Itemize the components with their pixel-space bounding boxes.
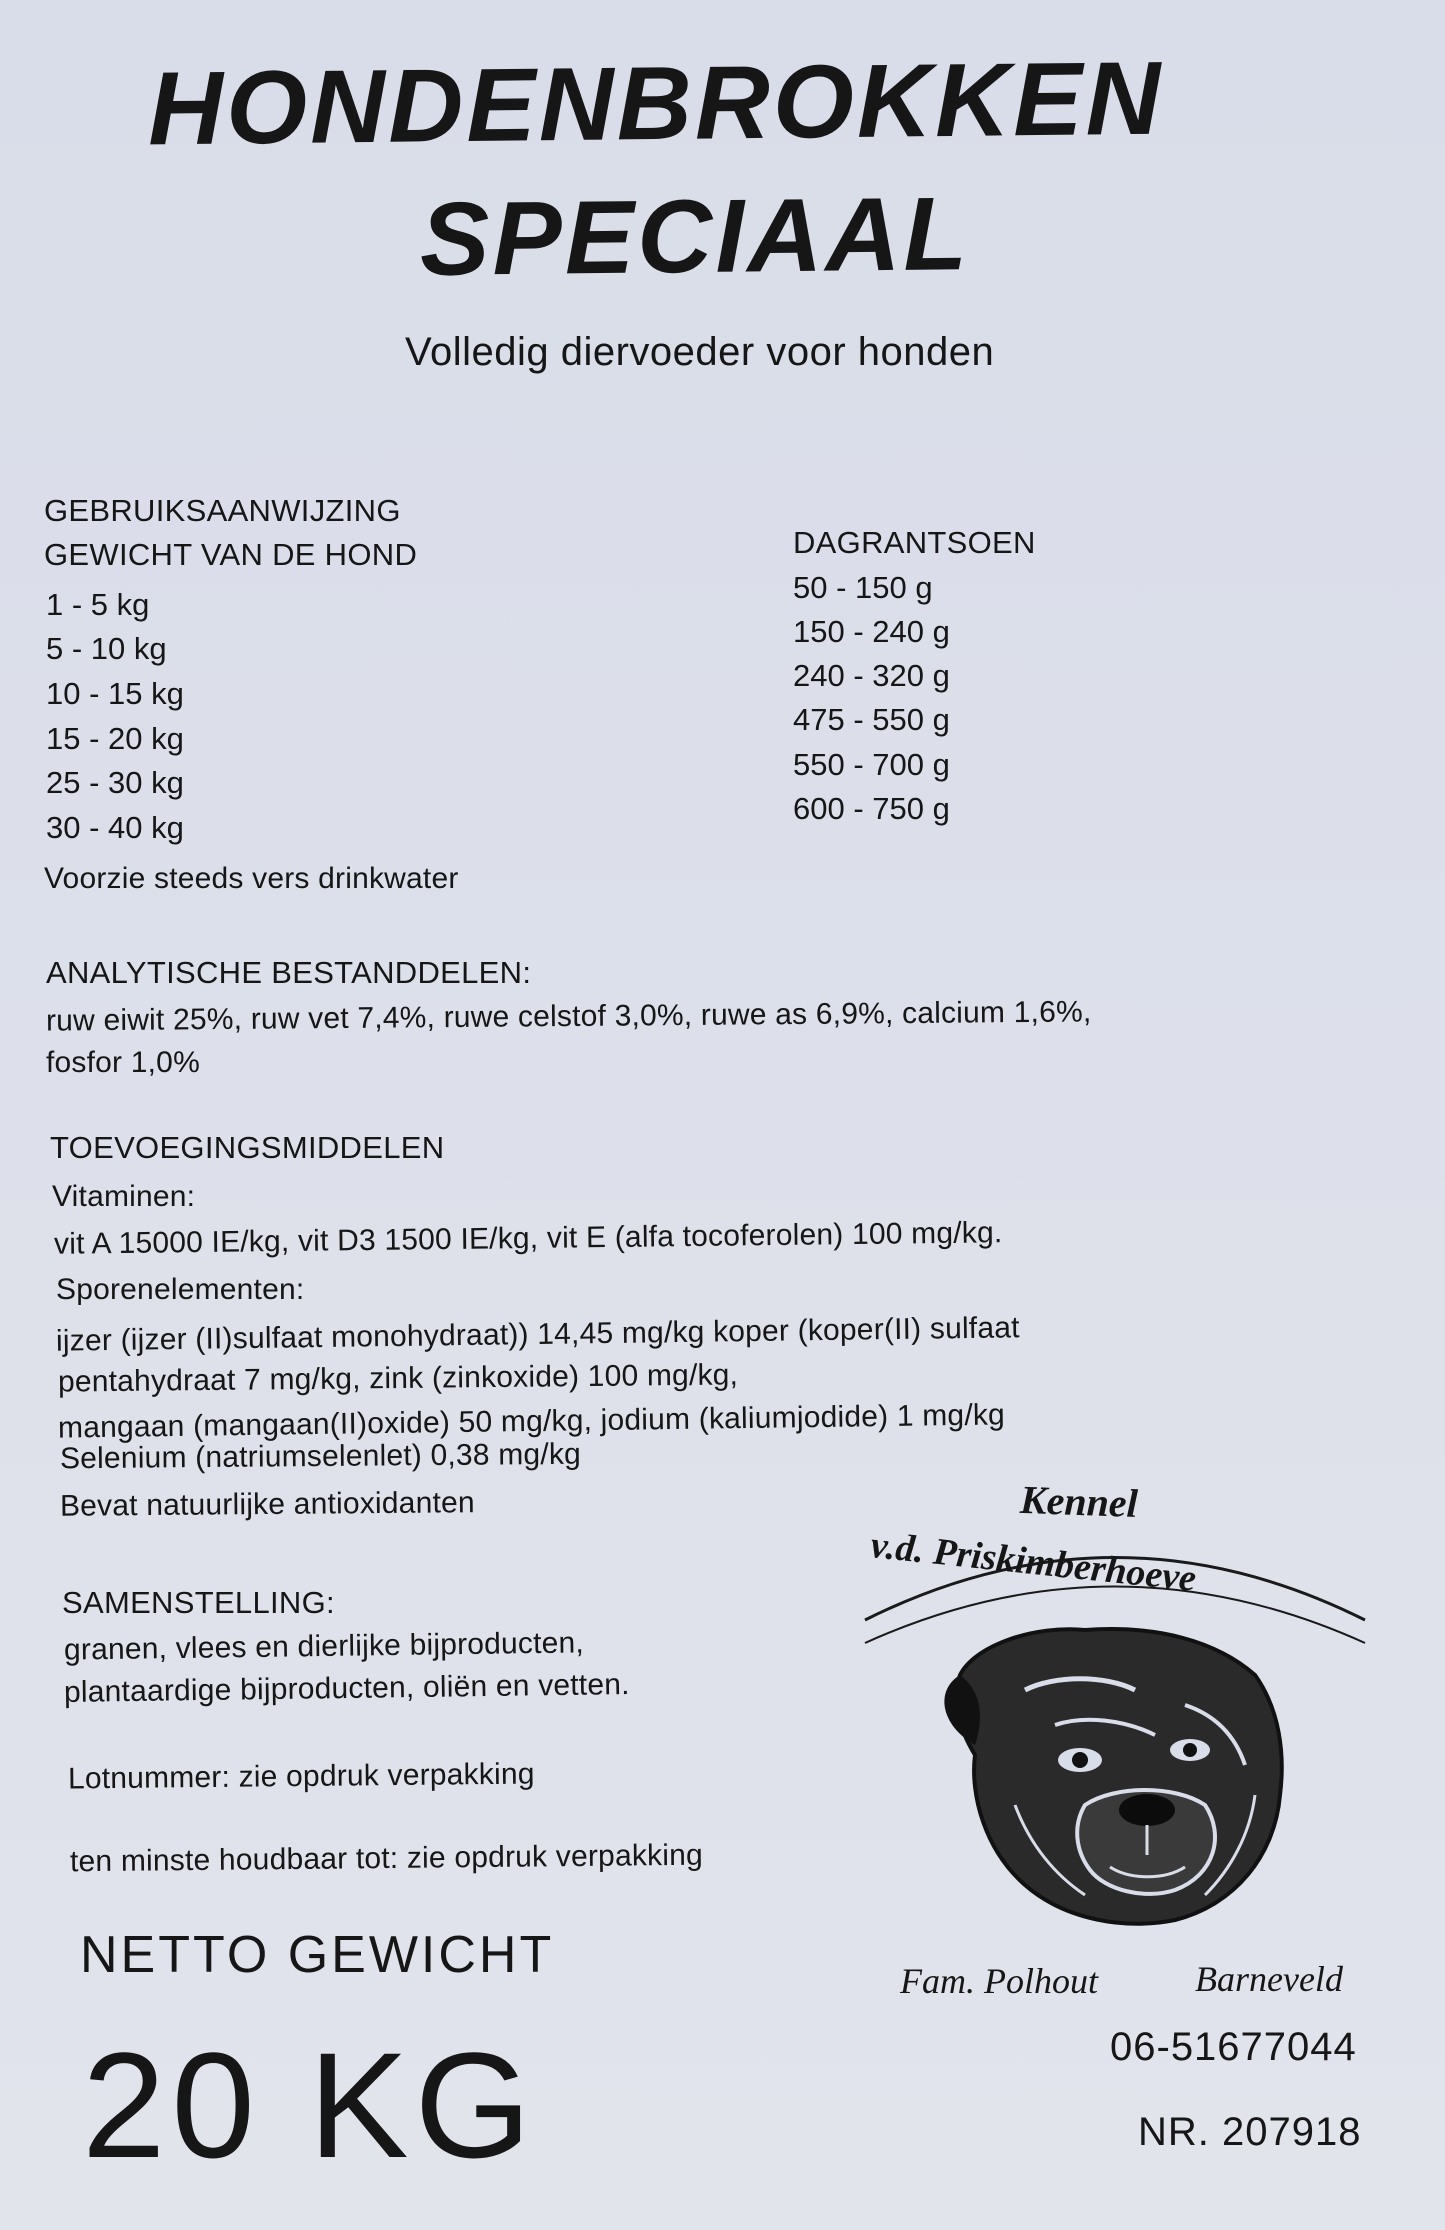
composition-line-1: granen, vlees en dierlijke bijproducten, <box>63 1626 585 1667</box>
lot-number: Lotnummer: zie opdruk verpakking <box>67 1757 535 1796</box>
usage-ration-column-header: DAGRANTSOEN <box>793 525 1036 560</box>
best-before: ten minste houdbaar tot: zie opdruk verpakking <box>69 1838 704 1879</box>
kennel-phone: 06-51677044 <box>1110 2025 1357 2069</box>
trace-elements-label: Sporenelementen: <box>56 1273 305 1306</box>
trace-line: mangaan (mangaan(II)oxide) 50 mg/kg, jodium (kaliumjodide) 1 mg/kg <box>57 1398 1006 1445</box>
trace-line: Bevat natuurlijke antioxidanten <box>59 1486 475 1523</box>
trace-line: Selenium (natriumselenlet) 0,38 mg/kg <box>59 1437 582 1476</box>
weight-row: 1 - 5 kg <box>46 587 150 622</box>
netto-weight-label: NETTO GEWICHT <box>80 1926 555 1984</box>
subtitle: Volledig diervoeder voor honden <box>405 330 995 374</box>
composition-heading: SAMENSTELLING: <box>62 1585 335 1620</box>
title-line-2: SPECIAAL <box>419 176 971 298</box>
weight-row: 25 - 30 kg <box>46 765 184 800</box>
composition-line-2: plantaardige bijproducten, oliën en vetten. <box>63 1668 630 1709</box>
ration-row: 475 - 550 g <box>793 702 950 737</box>
title-line-1: HONDENBROKKEN <box>147 40 1165 168</box>
ration-row: 550 - 700 g <box>793 747 950 782</box>
analytic-line-1: ruw eiwit 25%, ruw vet 7,4%, ruwe celstof 3,0%, ruwe as 6,9%, calcium 1,6%, <box>45 995 1092 1038</box>
weight-row: 10 - 15 kg <box>46 676 184 711</box>
kennel-arc-bottom: v.d. Priskimberhoeve <box>868 1524 1199 1600</box>
trace-line: ijzer (ijzer (II)sulfaat monohydraat)) 14,45 mg/kg koper (koper(II) sulfaat <box>55 1311 1020 1358</box>
usage-weight-column-header: GEWICHT VAN DE HOND <box>44 537 418 572</box>
weight-row: 30 - 40 kg <box>46 810 184 845</box>
netto-weight-value: 20 KG <box>82 2021 538 2189</box>
ration-row: 240 - 320 g <box>793 658 950 693</box>
weight-row: 15 - 20 kg <box>46 721 184 756</box>
ration-row: 150 - 240 g <box>793 614 950 649</box>
weight-row: 5 - 10 kg <box>46 631 167 666</box>
kennel-place: Barneveld <box>1195 1959 1343 1999</box>
usage-heading: GEBRUIKSAANWIJZING <box>44 493 401 528</box>
additives-heading: TOEVOEGINGSMIDDELEN <box>50 1130 445 1165</box>
kennel-arc-top: Kennel <box>1019 1476 1139 1527</box>
kennel-owner: Fam. Polhout <box>900 1961 1098 2001</box>
analytic-heading: ANALYTISCHE BESTANDDELEN: <box>46 955 532 990</box>
water-note: Voorzie steeds vers drinkwater <box>44 862 459 895</box>
kennel-nr: NR. 207918 <box>1138 2110 1362 2154</box>
ration-row: 600 - 750 g <box>793 791 950 826</box>
trace-line: pentahydraat 7 mg/kg, zink (zinkoxide) 100 mg/kg, <box>57 1358 739 1399</box>
analytic-line-2: fosfor 1,0% <box>46 1046 200 1079</box>
vitamins-line: vit A 15000 IE/kg, vit D3 1500 IE/kg, vit E (alfa tocoferolen) 100 mg/kg. <box>53 1216 1003 1261</box>
ration-row: 50 - 150 g <box>793 570 933 605</box>
vitamins-label: Vitaminen: <box>52 1180 196 1213</box>
